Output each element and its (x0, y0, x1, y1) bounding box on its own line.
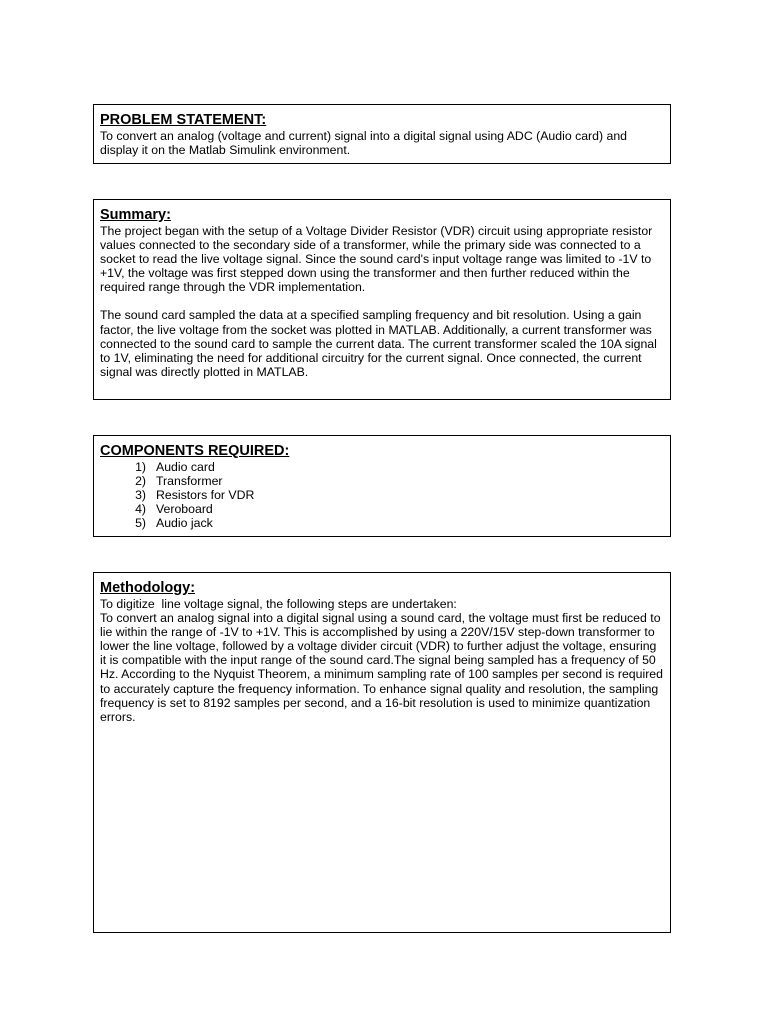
list-item-label: Resistors for VDR (156, 488, 255, 503)
list-item-label: Audio jack (156, 516, 213, 531)
components-list (100, 460, 664, 530)
problem-statement-text: To convert an analog (voltage and current) signal into a digital signal using ADC (Audio card) and display it on the Matlab Simulink environment. (100, 129, 628, 158)
methodology-section (93, 572, 671, 933)
summary-paragraph-2: The sound card sampled the data at a specified sampling frequency and bit resolution. Using a gain factor, the live voltage from the socket was plotted in MATLAB. Additionally, a current transformer was connected to the sound card to sample the current data. The current transformer scaled the 10A signal to 1V, eliminating the need for additional circuitry for the current signal. Once connected, the current signal was directly plotted in MATLAB. (100, 308, 657, 379)
list-item-label: Veroboard (156, 502, 213, 517)
list-item-number: 3) (135, 488, 146, 503)
problem-statement-section (93, 104, 671, 164)
paragraph-gap (100, 294, 664, 308)
list-item (100, 460, 664, 474)
problem-statement-heading: PROBLEM STATEMENT: (100, 112, 267, 128)
components-section (93, 435, 671, 537)
list-item (100, 502, 664, 516)
list-item-label: Transformer (156, 474, 223, 489)
summary-section (93, 199, 671, 400)
list-item (100, 474, 664, 488)
list-item-number: 5) (135, 516, 146, 531)
summary-heading: Summary: (100, 207, 171, 223)
list-item-number: 2) (135, 474, 146, 489)
methodology-heading: Methodology: (100, 580, 196, 596)
list-item-number: 4) (135, 502, 146, 517)
list-item (100, 516, 664, 530)
list-item (100, 488, 664, 502)
summary-paragraph-1: The project began with the setup of a Voltage Divider Resistor (VDR) circuit using appropriate resistor values connected to the secondary side of a transformer, while the primary side was connected to a socket to read the live voltage signal. Since the sound card's input voltage range was limited to -1V to +1V, the voltage was first stepped down using the transformer and then further reduced within the required range through the VDR implementation. (100, 224, 653, 295)
components-heading: COMPONENTS REQUIRED: (100, 443, 290, 459)
methodology-text: To convert an analog signal into a digital signal using a sound card, the voltage must first be reduced to lie within the range of -1V to +1V. This is accomplished by using a 220V/15V step-down transformer to lower the line voltage, followed by a voltage divider circuit (VDR) to further adjust the voltage, ensuring it is compatible with the input range of the sound card.The signal being sampled has a frequency of 50 Hz. According to the Nyquist Theorem, a minimum sampling rate of 100 samples per second is required to accurately capture the frequency information. To enhance signal quality and resolution, the sampling frequency is set to 8192 samples per second, and a 16-bit resolution is used to minimize quantization errors. (100, 611, 663, 724)
methodology-intro: To digitize line voltage signal, the following steps are undertaken: (100, 597, 457, 611)
list-item-label: Audio card (156, 460, 215, 474)
list-item-number: 1) (135, 460, 146, 474)
